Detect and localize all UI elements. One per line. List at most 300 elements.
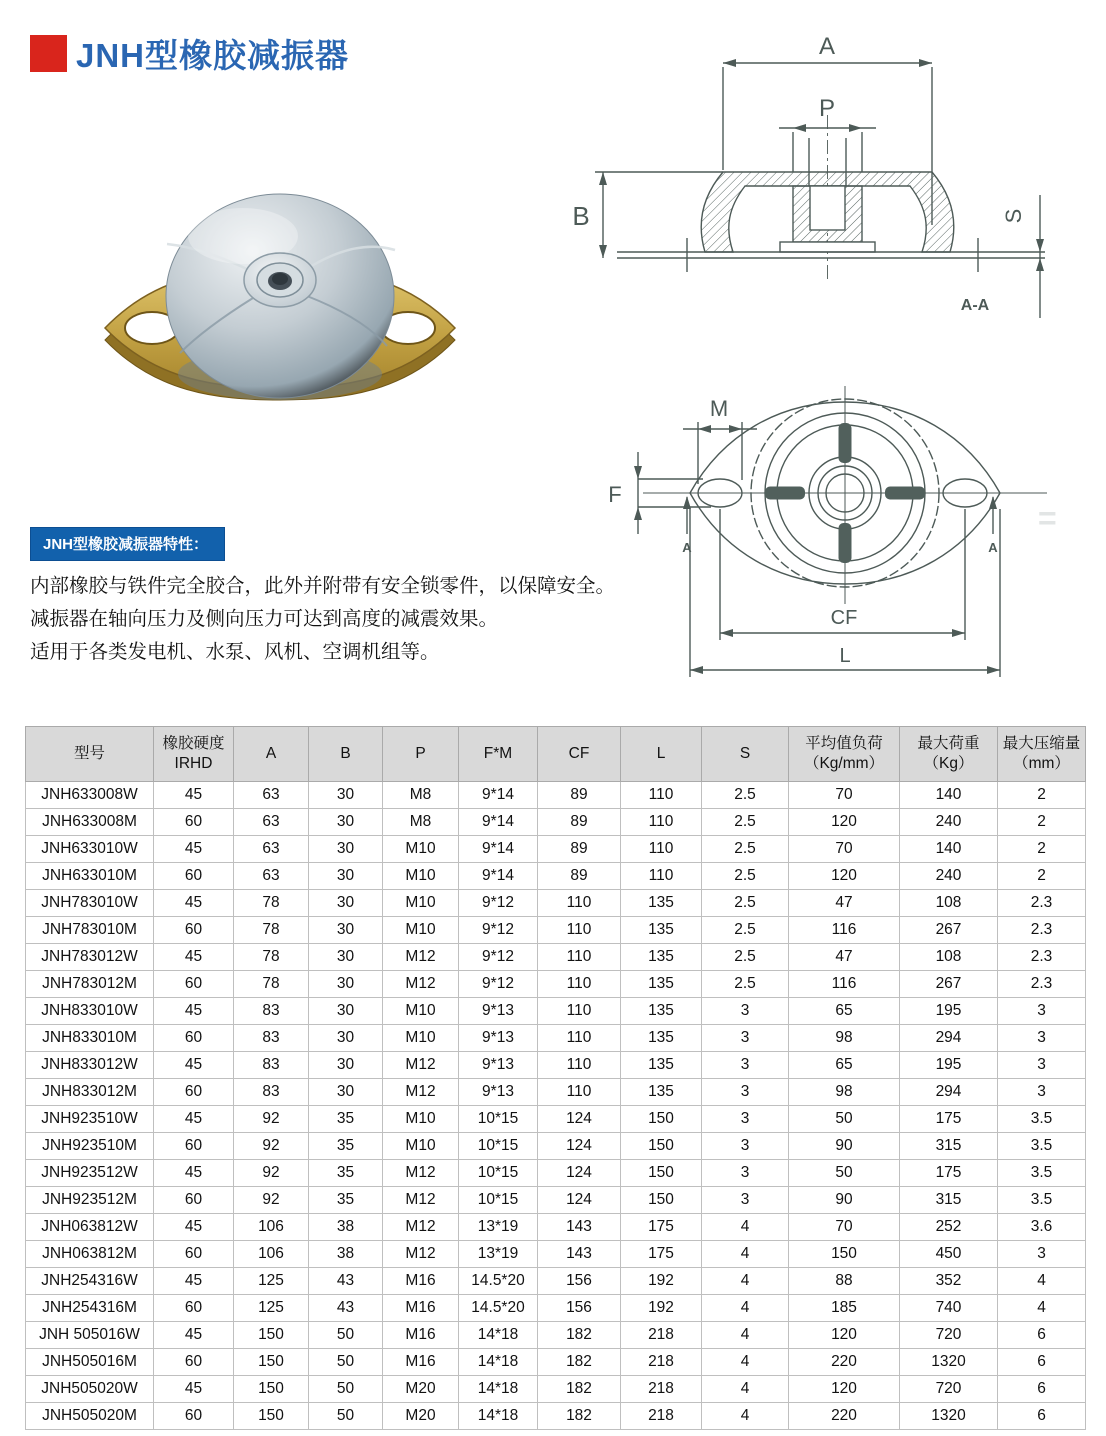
table-cell: 30 xyxy=(309,782,383,809)
dim-l-label: L xyxy=(839,645,851,667)
table-cell: 63 xyxy=(234,836,309,863)
section-aa-label: A-A xyxy=(960,297,990,314)
table-cell: 60 xyxy=(154,917,234,944)
table-cell: 150 xyxy=(621,1187,702,1214)
table-cell: 110 xyxy=(538,944,621,971)
table-cell: JNH063812M xyxy=(26,1241,154,1268)
table-cell: 156 xyxy=(538,1268,621,1295)
table-cell: JNH833012M xyxy=(26,1079,154,1106)
table-row xyxy=(26,1241,1086,1268)
table-cell: 10*15 xyxy=(459,1160,538,1187)
table-cell: 6 xyxy=(998,1349,1086,1376)
table-cell: 9*12 xyxy=(459,890,538,917)
table-cell: 220 xyxy=(789,1349,900,1376)
table-cell: M16 xyxy=(383,1322,459,1349)
table-cell: 195 xyxy=(900,1052,998,1079)
table-cell: 1320 xyxy=(900,1349,998,1376)
table-row xyxy=(26,1052,1086,1079)
table-cell: 140 xyxy=(900,782,998,809)
table-row xyxy=(26,1133,1086,1160)
table-cell: M10 xyxy=(383,1025,459,1052)
table-cell: 135 xyxy=(621,890,702,917)
table-cell: 175 xyxy=(900,1160,998,1187)
table-cell: 9*14 xyxy=(459,809,538,836)
table-cell: 60 xyxy=(154,1025,234,1052)
table-cell: 70 xyxy=(789,836,900,863)
table-cell: 4 xyxy=(702,1214,789,1241)
table-cell: M10 xyxy=(383,890,459,917)
table-cell: 14.5*20 xyxy=(459,1268,538,1295)
table-cell: 2.5 xyxy=(702,782,789,809)
table-cell: M12 xyxy=(383,1052,459,1079)
table-cell: 220 xyxy=(789,1403,900,1430)
table-cell: 4 xyxy=(702,1376,789,1403)
table-row xyxy=(26,1160,1086,1187)
table-cell: 9*13 xyxy=(459,1079,538,1106)
table-cell: 150 xyxy=(621,1160,702,1187)
product-photo xyxy=(95,178,465,428)
table-cell: 92 xyxy=(234,1160,309,1187)
table-cell: 3 xyxy=(702,1133,789,1160)
table-cell: 2.3 xyxy=(998,971,1086,998)
table-cell: 47 xyxy=(789,944,900,971)
table-cell: 63 xyxy=(234,782,309,809)
table-cell: 38 xyxy=(309,1214,383,1241)
table-cell: 182 xyxy=(538,1403,621,1430)
table-cell: 50 xyxy=(309,1403,383,1430)
table-cell: M8 xyxy=(383,809,459,836)
column-header: 平均值负荷 （Kg/mm） xyxy=(789,727,900,782)
table-cell: 4 xyxy=(702,1295,789,1322)
table-cell: 14*18 xyxy=(459,1403,538,1430)
table-cell: JNH833012W xyxy=(26,1052,154,1079)
table-cell: 110 xyxy=(538,890,621,917)
spec-table xyxy=(25,726,1086,1430)
table-cell: 352 xyxy=(900,1268,998,1295)
table-cell: 120 xyxy=(789,1376,900,1403)
table-row xyxy=(26,971,1086,998)
table-cell: 2.3 xyxy=(998,944,1086,971)
table-cell: 3.5 xyxy=(998,1133,1086,1160)
table-cell: 30 xyxy=(309,1025,383,1052)
table-cell: M8 xyxy=(383,782,459,809)
table-cell: 720 xyxy=(900,1376,998,1403)
table-cell: 45 xyxy=(154,1268,234,1295)
table-cell: 83 xyxy=(234,1079,309,1106)
table-cell: 740 xyxy=(900,1295,998,1322)
column-header: L xyxy=(621,727,702,782)
table-cell: JNH505020W xyxy=(26,1376,154,1403)
table-cell: 45 xyxy=(154,890,234,917)
table-cell: JNH063812W xyxy=(26,1214,154,1241)
table-cell: 43 xyxy=(309,1268,383,1295)
table-cell: 9*14 xyxy=(459,836,538,863)
table-cell: 3 xyxy=(998,998,1086,1025)
table-cell: JNH783012W xyxy=(26,944,154,971)
table-cell: 252 xyxy=(900,1214,998,1241)
page-title: JNH型橡胶减振器 xyxy=(76,37,350,74)
table-cell: 143 xyxy=(538,1214,621,1241)
table-cell: 135 xyxy=(621,1052,702,1079)
table-cell: 106 xyxy=(234,1214,309,1241)
table-cell: 70 xyxy=(789,782,900,809)
table-row xyxy=(26,1025,1086,1052)
table-row xyxy=(26,1079,1086,1106)
table-cell: 110 xyxy=(621,809,702,836)
dim-p-label: P xyxy=(818,95,836,122)
column-header: 型号 xyxy=(26,727,154,782)
table-cell: 45 xyxy=(154,1160,234,1187)
table-cell: JNH783010M xyxy=(26,917,154,944)
table-row xyxy=(26,1403,1086,1430)
column-header: 最大压缩量 （mm） xyxy=(998,727,1086,782)
spec-table-body xyxy=(26,782,1086,1430)
dim-cf-label: CF xyxy=(830,607,858,629)
table-row xyxy=(26,1106,1086,1133)
table-cell: 14*18 xyxy=(459,1349,538,1376)
table-row xyxy=(26,1349,1086,1376)
table-cell: 124 xyxy=(538,1133,621,1160)
table-row xyxy=(26,998,1086,1025)
table-cell: 9*14 xyxy=(459,863,538,890)
table-cell: 35 xyxy=(309,1133,383,1160)
table-cell: 2 xyxy=(998,863,1086,890)
table-cell: 30 xyxy=(309,998,383,1025)
table-cell: 60 xyxy=(154,1295,234,1322)
table-cell: 83 xyxy=(234,998,309,1025)
table-cell: 45 xyxy=(154,944,234,971)
table-cell: 3 xyxy=(998,1241,1086,1268)
table-cell: 110 xyxy=(538,1079,621,1106)
table-cell: 2.5 xyxy=(702,809,789,836)
column-header: 橡胶硬度 IRHD xyxy=(154,727,234,782)
table-cell: 88 xyxy=(789,1268,900,1295)
table-cell: 108 xyxy=(900,890,998,917)
table-cell: 45 xyxy=(154,1214,234,1241)
table-cell: 2.5 xyxy=(702,836,789,863)
table-cell: JNH783010W xyxy=(26,890,154,917)
table-cell: 90 xyxy=(789,1187,900,1214)
table-cell: 116 xyxy=(789,917,900,944)
table-cell: 9*12 xyxy=(459,944,538,971)
table-cell: 78 xyxy=(234,944,309,971)
table-cell: 240 xyxy=(900,863,998,890)
section-drawing xyxy=(555,20,1100,330)
table-cell: JNH923510M xyxy=(26,1133,154,1160)
table-cell: 45 xyxy=(154,1052,234,1079)
table-cell: 50 xyxy=(789,1160,900,1187)
table-cell: 14.5*20 xyxy=(459,1295,538,1322)
table-cell: 150 xyxy=(234,1376,309,1403)
table-cell: JNH633008W xyxy=(26,782,154,809)
table-cell: 150 xyxy=(234,1403,309,1430)
features-banner: JNH型橡胶减振器特性： xyxy=(30,527,225,561)
table-cell: 10*15 xyxy=(459,1133,538,1160)
table-cell: 45 xyxy=(154,782,234,809)
table-cell: 450 xyxy=(900,1241,998,1268)
table-cell: JNH833010W xyxy=(26,998,154,1025)
table-cell: M12 xyxy=(383,1160,459,1187)
dim-a-label: A xyxy=(818,33,836,60)
table-cell: 14*18 xyxy=(459,1322,538,1349)
table-cell: M12 xyxy=(383,1079,459,1106)
table-cell: 92 xyxy=(234,1133,309,1160)
table-cell: 125 xyxy=(234,1295,309,1322)
column-header: CF xyxy=(538,727,621,782)
table-cell: JNH633010W xyxy=(26,836,154,863)
table-cell: 175 xyxy=(900,1106,998,1133)
table-cell: 135 xyxy=(621,917,702,944)
table-cell: 78 xyxy=(234,917,309,944)
table-cell: 30 xyxy=(309,1052,383,1079)
section-marker-a-left: A xyxy=(682,540,692,555)
table-cell: 65 xyxy=(789,1052,900,1079)
table-cell: JNH633010M xyxy=(26,863,154,890)
table-cell: 30 xyxy=(309,917,383,944)
table-row xyxy=(26,1187,1086,1214)
table-cell: 45 xyxy=(154,1322,234,1349)
table-cell: JNH505016M xyxy=(26,1349,154,1376)
table-cell: 150 xyxy=(234,1349,309,1376)
table-cell: 4 xyxy=(702,1268,789,1295)
table-cell: 218 xyxy=(621,1322,702,1349)
column-header: S xyxy=(702,727,789,782)
table-cell: 63 xyxy=(234,863,309,890)
table-cell: 35 xyxy=(309,1187,383,1214)
table-cell: JNH 505016W xyxy=(26,1322,154,1349)
dim-f-label: F xyxy=(608,482,622,507)
table-cell: 1320 xyxy=(900,1403,998,1430)
table-cell: 60 xyxy=(154,971,234,998)
table-cell: M16 xyxy=(383,1268,459,1295)
table-cell: M12 xyxy=(383,1214,459,1241)
table-cell: 2.5 xyxy=(702,863,789,890)
table-cell: 60 xyxy=(154,1349,234,1376)
table-cell: 60 xyxy=(154,1187,234,1214)
table-cell: 98 xyxy=(789,1079,900,1106)
table-cell: 3.5 xyxy=(998,1187,1086,1214)
table-cell: 218 xyxy=(621,1376,702,1403)
table-cell: 120 xyxy=(789,863,900,890)
section-marker-a-right: A xyxy=(988,540,998,555)
table-cell: 89 xyxy=(538,863,621,890)
table-cell: 92 xyxy=(234,1106,309,1133)
column-header: F*M xyxy=(459,727,538,782)
table-cell: 60 xyxy=(154,1133,234,1160)
table-cell: M10 xyxy=(383,1133,459,1160)
table-cell: 175 xyxy=(621,1241,702,1268)
table-row xyxy=(26,1376,1086,1403)
table-cell: 110 xyxy=(621,863,702,890)
table-cell: M12 xyxy=(383,1241,459,1268)
table-cell: 3 xyxy=(702,1106,789,1133)
page-header xyxy=(30,30,349,77)
table-cell: 140 xyxy=(900,836,998,863)
table-cell: JNH633008M xyxy=(26,809,154,836)
table-row xyxy=(26,1295,1086,1322)
table-cell: M12 xyxy=(383,944,459,971)
table-cell: 124 xyxy=(538,1106,621,1133)
table-cell: 30 xyxy=(309,944,383,971)
table-cell: 14*18 xyxy=(459,1376,538,1403)
table-cell: 10*15 xyxy=(459,1187,538,1214)
table-cell: 143 xyxy=(538,1241,621,1268)
table-cell: 182 xyxy=(538,1349,621,1376)
table-cell: 150 xyxy=(621,1133,702,1160)
spec-table-wrap xyxy=(25,726,1085,1430)
table-cell: 2.5 xyxy=(702,971,789,998)
table-cell: 45 xyxy=(154,836,234,863)
dim-s-label: S xyxy=(1001,208,1026,224)
table-cell: 3 xyxy=(998,1025,1086,1052)
table-cell: 4 xyxy=(702,1403,789,1430)
table-cell: 89 xyxy=(538,782,621,809)
table-cell: 294 xyxy=(900,1079,998,1106)
table-cell: 30 xyxy=(309,863,383,890)
table-cell: 135 xyxy=(621,998,702,1025)
top-view-drawing xyxy=(595,372,1095,702)
table-cell: 9*12 xyxy=(459,971,538,998)
table-row xyxy=(26,944,1086,971)
table-cell: 267 xyxy=(900,971,998,998)
table-cell: 60 xyxy=(154,863,234,890)
table-cell: 315 xyxy=(900,1133,998,1160)
watermark-equals: = xyxy=(1038,500,1057,536)
table-cell: JNH923512W xyxy=(26,1160,154,1187)
table-row xyxy=(26,1322,1086,1349)
table-cell: 65 xyxy=(789,998,900,1025)
table-cell: 3 xyxy=(702,1187,789,1214)
table-cell: 38 xyxy=(309,1241,383,1268)
table-cell: 4 xyxy=(702,1322,789,1349)
table-cell: 3 xyxy=(998,1052,1086,1079)
table-cell: JNH254316W xyxy=(26,1268,154,1295)
table-cell: 6 xyxy=(998,1403,1086,1430)
table-row xyxy=(26,1214,1086,1241)
table-cell: 60 xyxy=(154,1241,234,1268)
table-cell: 13*19 xyxy=(459,1241,538,1268)
table-cell: 110 xyxy=(621,782,702,809)
column-header: A xyxy=(234,727,309,782)
table-cell: 78 xyxy=(234,971,309,998)
table-cell: 4 xyxy=(998,1295,1086,1322)
table-cell: 110 xyxy=(538,971,621,998)
table-cell: 150 xyxy=(789,1241,900,1268)
feature-line: 内部橡胶与铁件完全胶合，此外并附带有安全锁零件，以保障安全。 xyxy=(30,575,616,597)
table-cell: M16 xyxy=(383,1295,459,1322)
table-cell: 195 xyxy=(900,998,998,1025)
table-cell: M10 xyxy=(383,917,459,944)
table-cell: 4 xyxy=(702,1241,789,1268)
table-cell: 294 xyxy=(900,1025,998,1052)
table-cell: 218 xyxy=(621,1349,702,1376)
table-cell: 3.5 xyxy=(998,1106,1086,1133)
table-cell: 124 xyxy=(538,1160,621,1187)
table-cell: 78 xyxy=(234,890,309,917)
table-cell: 60 xyxy=(154,809,234,836)
table-cell: 9*13 xyxy=(459,1025,538,1052)
table-cell: 3 xyxy=(702,1052,789,1079)
table-cell: 50 xyxy=(789,1106,900,1133)
table-cell: 110 xyxy=(538,1052,621,1079)
table-cell: 9*14 xyxy=(459,782,538,809)
table-cell: 2.3 xyxy=(998,890,1086,917)
table-row xyxy=(26,1268,1086,1295)
table-cell: 30 xyxy=(309,890,383,917)
table-cell: 9*13 xyxy=(459,1052,538,1079)
table-cell: 106 xyxy=(234,1241,309,1268)
table-cell: 135 xyxy=(621,1079,702,1106)
table-cell: 30 xyxy=(309,1079,383,1106)
dim-b-label: B xyxy=(572,201,590,231)
table-cell: 3.6 xyxy=(998,1214,1086,1241)
table-cell: JNH833010M xyxy=(26,1025,154,1052)
feature-line: 适用于各类发电机、水泵、风机、空调机组等。 xyxy=(30,641,440,663)
table-row xyxy=(26,917,1086,944)
table-cell: 135 xyxy=(621,944,702,971)
table-cell: 182 xyxy=(538,1322,621,1349)
table-cell: 120 xyxy=(789,1322,900,1349)
table-cell: 60 xyxy=(154,1079,234,1106)
table-cell: 50 xyxy=(309,1349,383,1376)
table-cell: 185 xyxy=(789,1295,900,1322)
table-cell: 135 xyxy=(621,971,702,998)
table-cell: 192 xyxy=(621,1295,702,1322)
table-row xyxy=(26,863,1086,890)
table-cell: 720 xyxy=(900,1322,998,1349)
table-cell: 267 xyxy=(900,917,998,944)
table-cell: 2 xyxy=(998,782,1086,809)
header-row xyxy=(26,727,1086,782)
table-cell: M12 xyxy=(383,1187,459,1214)
table-cell: 135 xyxy=(621,1025,702,1052)
table-cell: 120 xyxy=(789,809,900,836)
table-cell: 110 xyxy=(621,836,702,863)
table-cell: 315 xyxy=(900,1187,998,1214)
table-cell: 43 xyxy=(309,1295,383,1322)
table-cell: 3 xyxy=(702,1025,789,1052)
table-cell: 240 xyxy=(900,809,998,836)
feature-line: 减振器在轴向压力及侧向压力可达到高度的减震效果。 xyxy=(30,608,499,630)
table-cell: 35 xyxy=(309,1160,383,1187)
table-cell: M20 xyxy=(383,1403,459,1430)
table-cell: 3.5 xyxy=(998,1160,1086,1187)
table-cell: 156 xyxy=(538,1295,621,1322)
table-cell: M10 xyxy=(383,998,459,1025)
table-cell: 45 xyxy=(154,1106,234,1133)
table-cell: 110 xyxy=(538,1025,621,1052)
table-cell: 98 xyxy=(789,1025,900,1052)
table-cell: 10*15 xyxy=(459,1106,538,1133)
table-cell: 30 xyxy=(309,971,383,998)
table-cell: 89 xyxy=(538,809,621,836)
table-cell: 4 xyxy=(702,1349,789,1376)
table-cell: 83 xyxy=(234,1025,309,1052)
table-cell: 192 xyxy=(621,1268,702,1295)
table-row xyxy=(26,782,1086,809)
table-cell: 218 xyxy=(621,1403,702,1430)
table-cell: JNH783012M xyxy=(26,971,154,998)
features-text xyxy=(30,570,615,669)
table-cell: 3 xyxy=(702,1160,789,1187)
table-cell: 3 xyxy=(998,1079,1086,1106)
table-row xyxy=(26,836,1086,863)
table-cell: JNH505020M xyxy=(26,1403,154,1430)
table-cell: 125 xyxy=(234,1268,309,1295)
table-cell: 45 xyxy=(154,998,234,1025)
table-cell: M16 xyxy=(383,1349,459,1376)
table-cell: 45 xyxy=(154,1376,234,1403)
